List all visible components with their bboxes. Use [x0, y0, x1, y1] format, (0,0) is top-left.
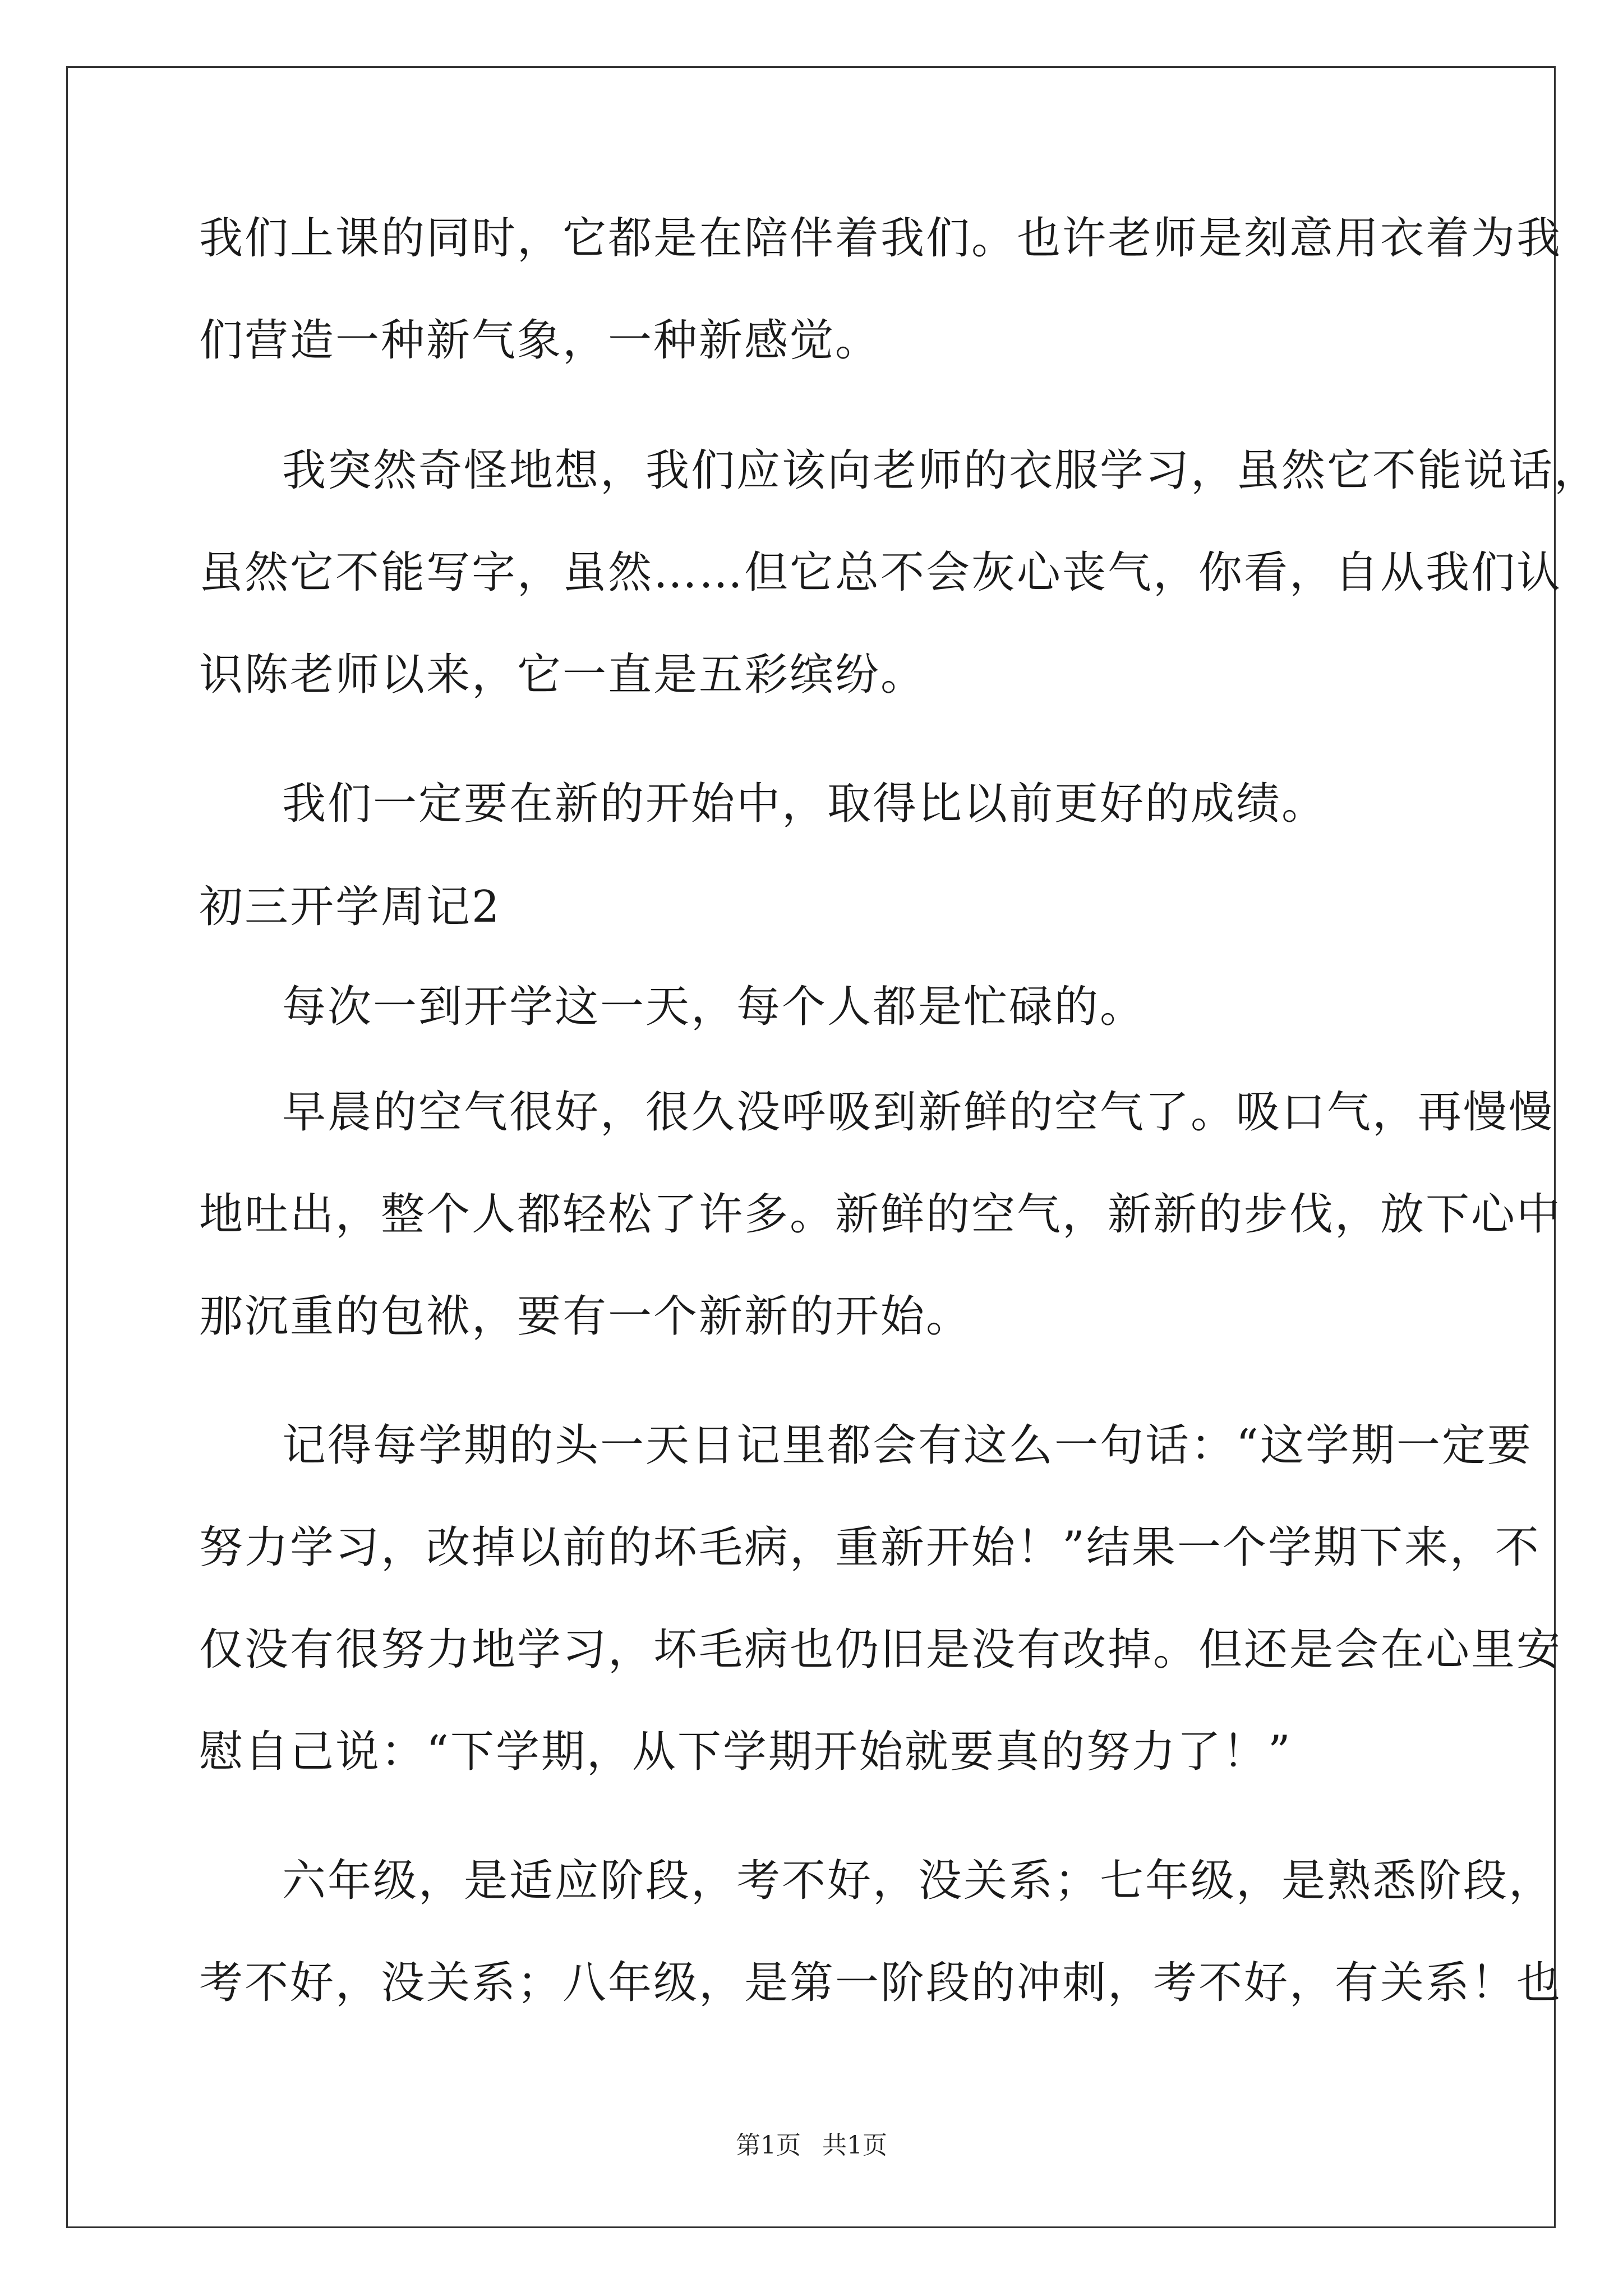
text-line: 早晨的空气很好，很久没呼吸到新鲜的空气了。吸口气，再慢慢 [282, 1087, 1555, 1138]
text-line: 那沉重的包袱，要有一个新新的开始。 [199, 1291, 972, 1342]
text-line: 虽然它不能写字，虽然……但它总不会灰心丧气，你看，自从我们认 [199, 547, 1562, 598]
section-heading: 初三开学周记2 [199, 882, 501, 932]
text-line: 考不好，没关系；八年级，是第一阶段的冲刺，考不好，有关系！也 [199, 1958, 1562, 2008]
page-footer [0, 2129, 1623, 2162]
page-number-total: 共1页 [822, 2131, 887, 2160]
text-line: 我们上课的同时，它都是在陪伴着我们。也许老师是刻意用衣着为我 [199, 213, 1562, 264]
text-line: 识陈老师以来，它一直是五彩缤纷。 [199, 650, 926, 700]
text-line: 六年级，是适应阶段，考不好，没关系；七年级，是熟悉阶段， [282, 1856, 1555, 1906]
text-line: 仅没有很努力地学习，坏毛病也仍旧是没有改掉。但还是会在心里安 [199, 1625, 1562, 1675]
text-line: 地吐出，整个人都轻松了许多。新鲜的空气，新新的步伐，放下心中 [199, 1189, 1562, 1240]
text-line: 努力学习，改掉以前的坏毛病，重新开始！”结果一个学期下来，不 [199, 1522, 1541, 1573]
text-line: 们营造一种新气象，一种新感觉。 [199, 315, 881, 366]
text-line: 我们一定要在新的开始中，取得比以前更好的成绩。 [282, 779, 1327, 829]
text-line: 我突然奇怪地想，我们应该向老师的衣服学习，虽然它不能说话， [282, 445, 1600, 496]
text-line: 慰自己说：“下学期，从下学期开始就要真的努力了！” [199, 1727, 1292, 1777]
page-number-current: 第1页 [736, 2131, 801, 2160]
text-line: 记得每学期的头一天日记里都会有这么一句话：“这学期一定要 [282, 1420, 1533, 1471]
text-line: 每次一到开学这一天，每个人都是忙碌的。 [282, 982, 1146, 1032]
